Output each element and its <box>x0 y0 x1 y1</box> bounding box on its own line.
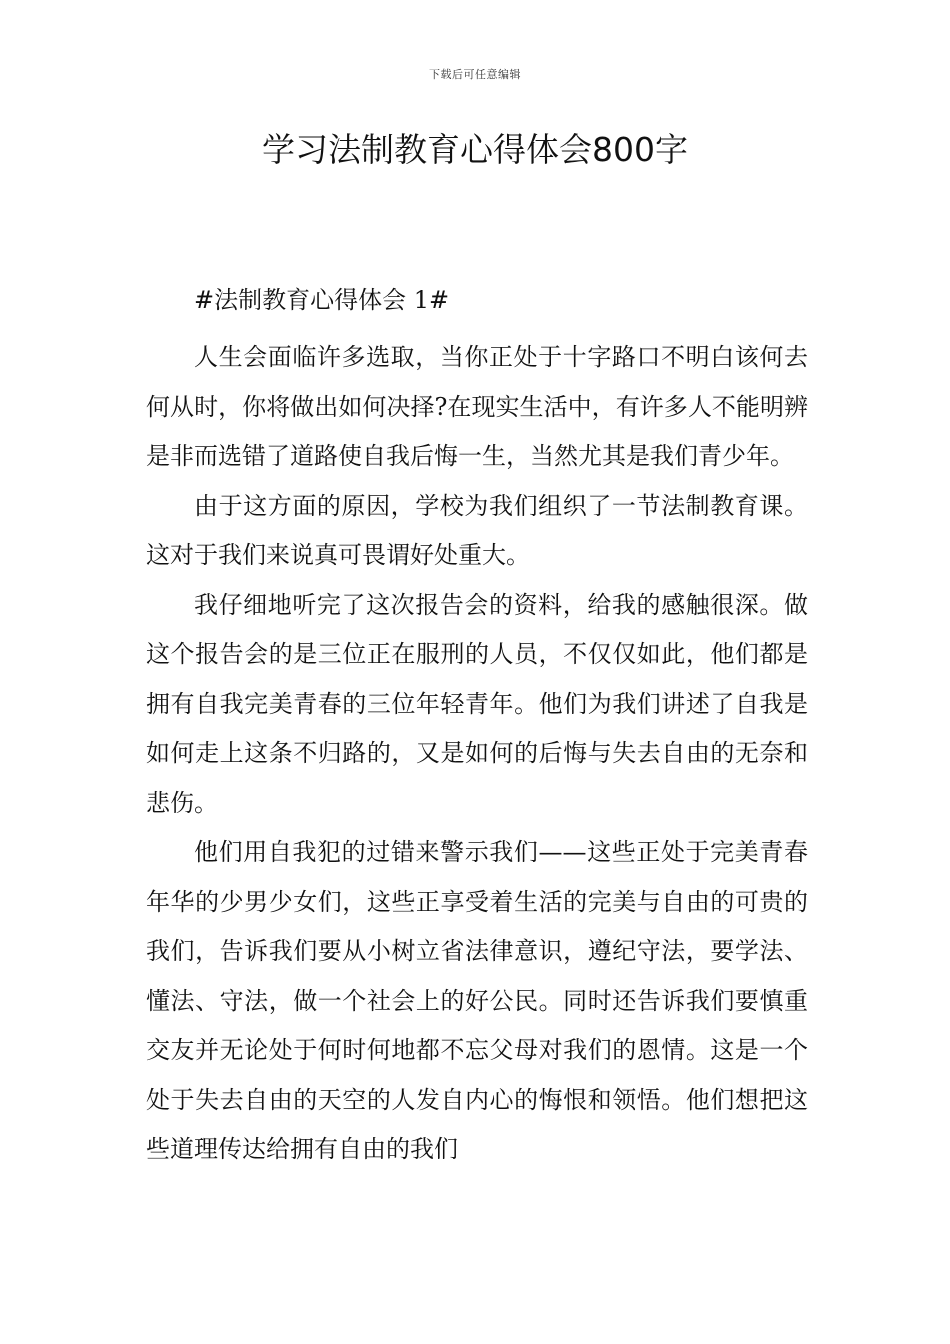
paragraph-2: 由于这方面的原因，学校为我们组织了一节法制教育课。这对于我们来说真可畏谓好处重大。 <box>146 491 808 569</box>
document-body <box>146 284 808 1175</box>
paragraph-3: 我仔细地听完了这次报告会的资料，给我的感触很深。做这个报告会的是三位正在服刑的人员，不仅仅如此，他们都是拥有自我完美青春的三位年轻青年。他们为我们讲述了自我是如何走上这条不归路的，又是如何的后悔与失去自由的无奈和悲伤。 <box>146 590 808 817</box>
section-heading: #法制教育心得体会 1# <box>194 286 450 314</box>
header-note: 下载后可任意编辑 <box>429 68 521 81</box>
paragraph-1: 人生会面临许多选取，当你正处于十字路口不明白该何去何从时，你将做出如何决择?在现实生活中，有许多人不能明辨是非而选错了道路使自我后悔一生，当然尤其是我们青少年。 <box>146 343 808 470</box>
paragraph-4: 他们用自我犯的过错来警示我们——这些正处于完美青春年华的少男少女们，这些正享受着生活的完美与自由的可贵的我们，告诉我们要从小树立省法律意识，遵纪守法，要学法、懂法、守法，做一个社会上的好公民。同时还告诉我们要慎重交友并无论处于何时何地都不忘父母对我们的恩情。这是一个处于失去自由的天空的人发自内心的悔恨和领悟。他们想把这些道理传达给拥有自由的我们 <box>146 838 808 1163</box>
document-title: 学习法制教育心得体会800字 <box>262 130 688 169</box>
